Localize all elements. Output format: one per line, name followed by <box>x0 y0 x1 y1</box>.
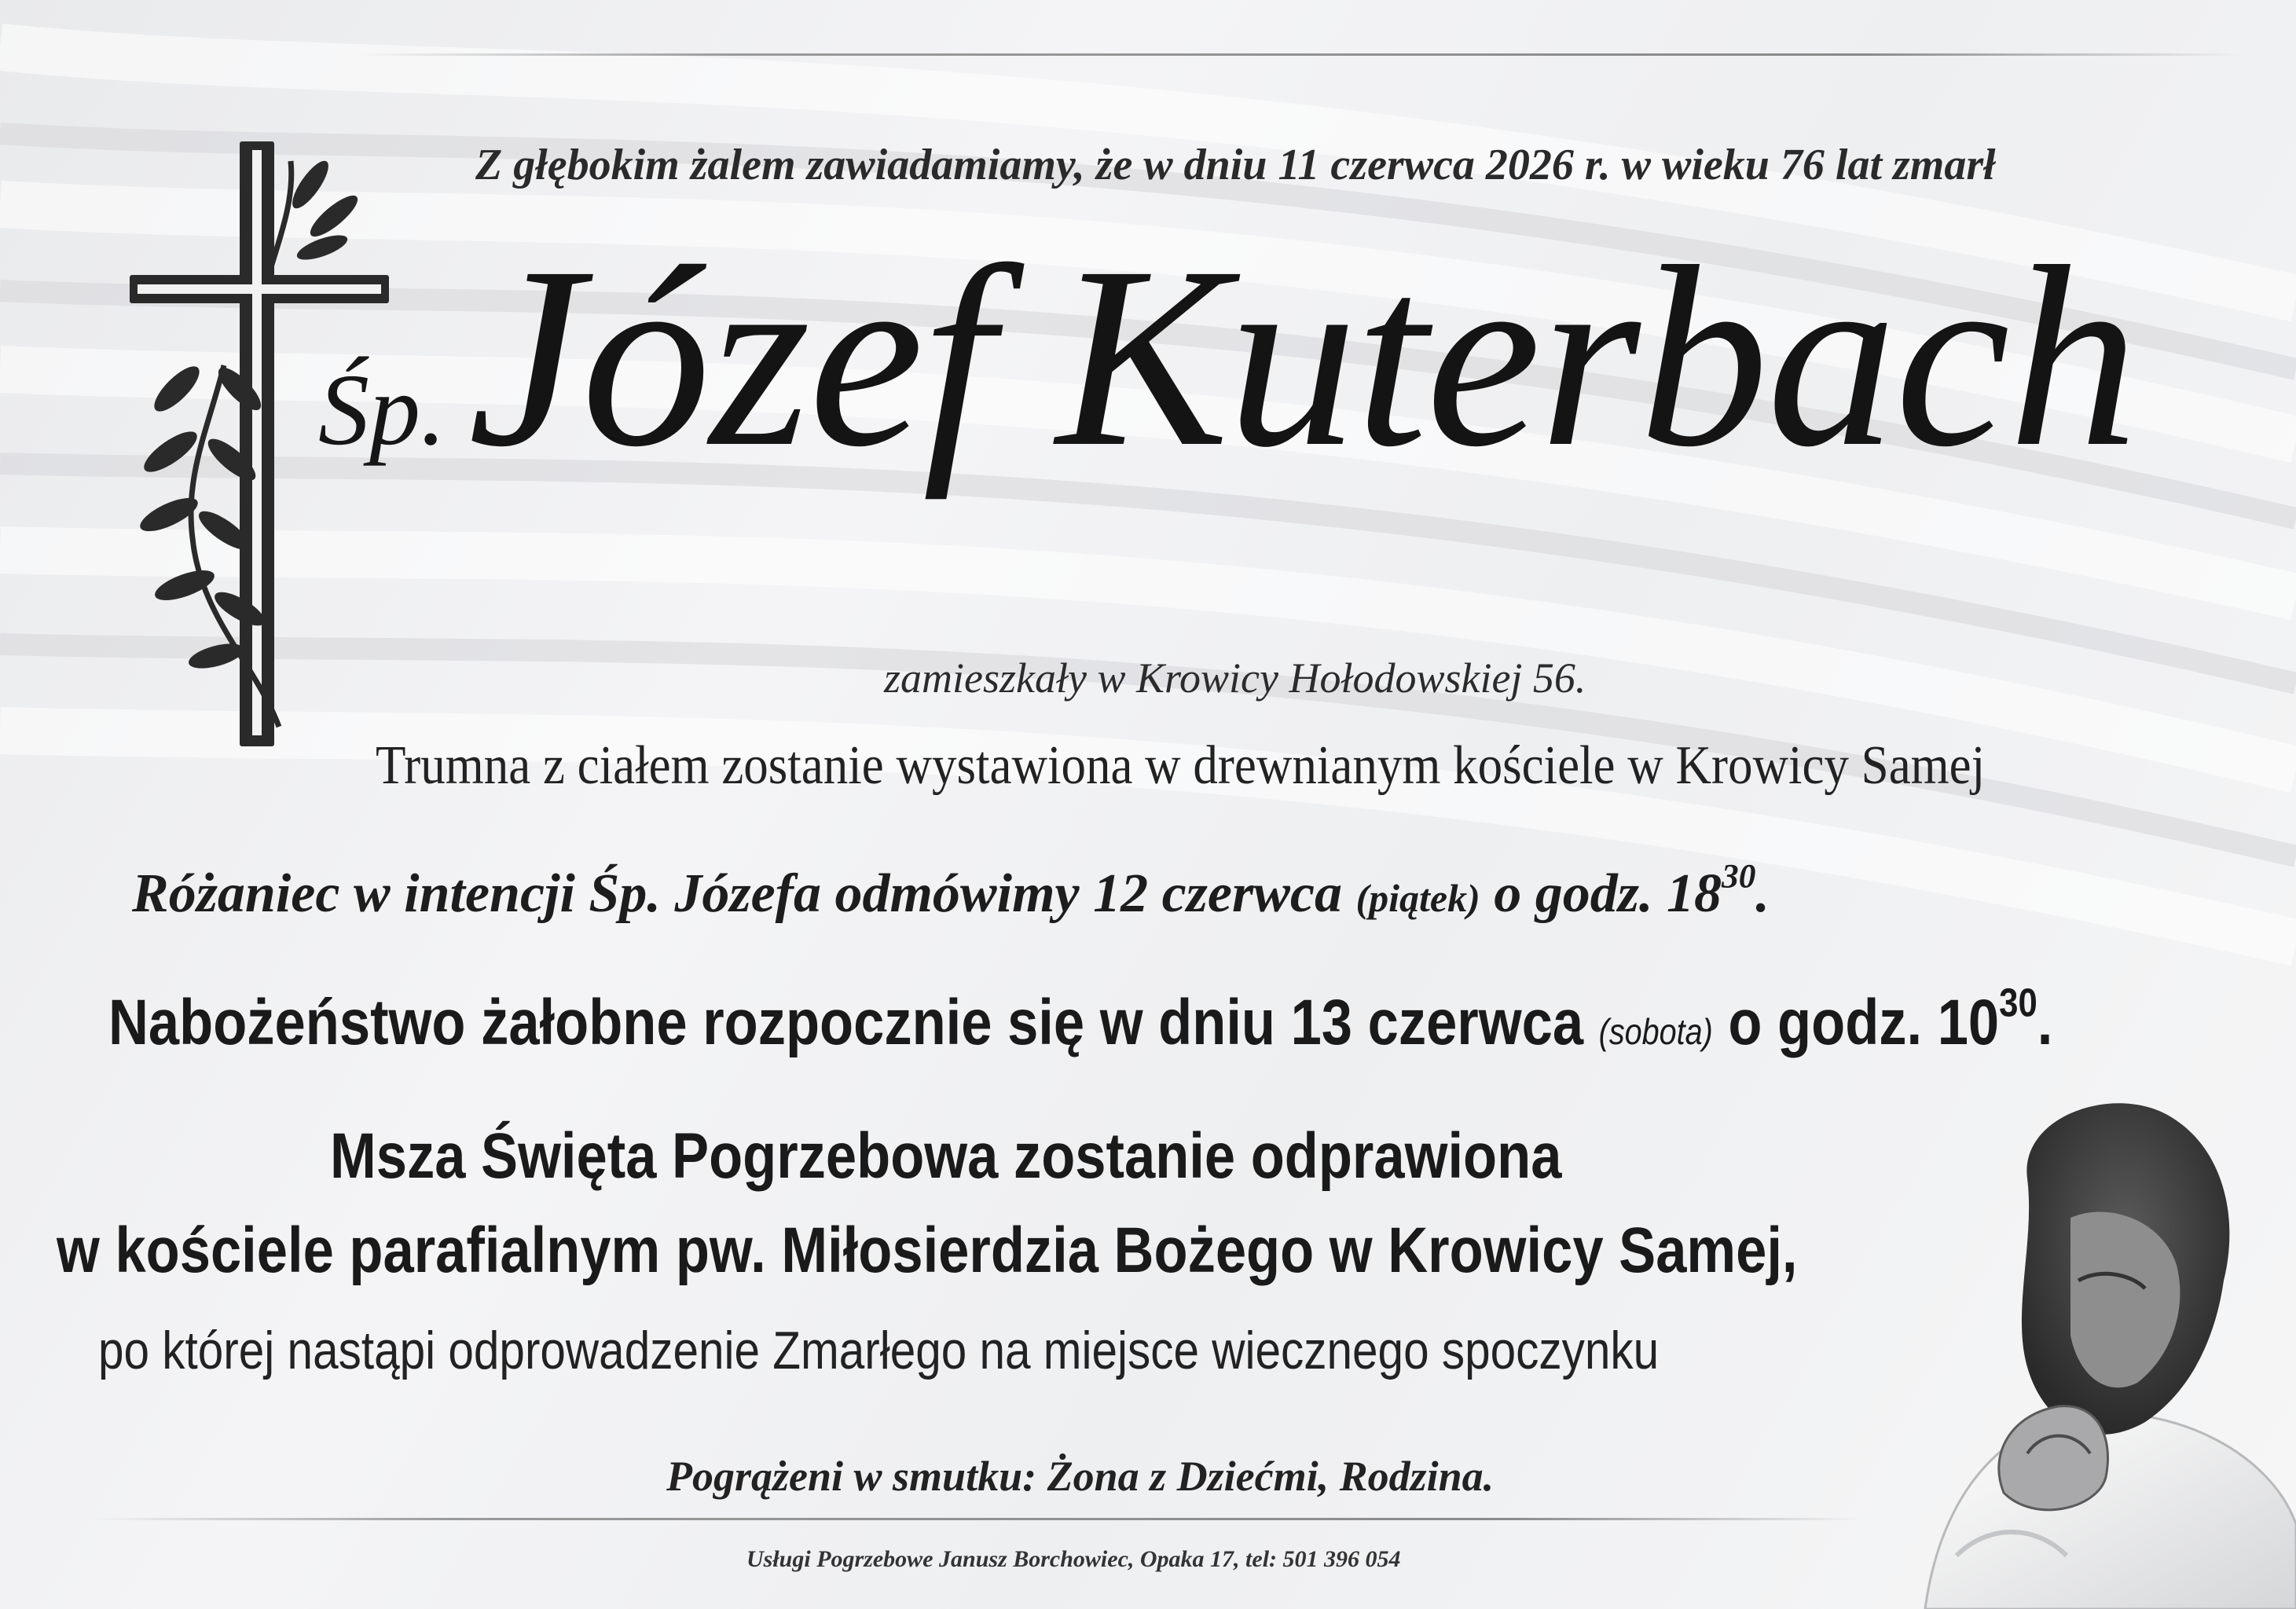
deceased-name: Józef Kuterbach <box>468 214 2137 500</box>
mass-line-1: Msza Święta Pogrzebowa zostanie odprawiona <box>330 1120 1562 1192</box>
mourners-line: Pogrążeni w smutku: Żona z Dziećmi, Rodzina. <box>666 1453 1495 1500</box>
service-time-text: o godz. 10 <box>1712 987 2000 1058</box>
rosary-day: (piątek) <box>1355 876 1480 920</box>
announcement-intro: Z głębokim żalem zawiadamiamy, że w dniu 11 czerwca 2026 r. w wieku 76 lat zmarł <box>475 141 1996 189</box>
rosary-end: . <box>1755 863 1770 924</box>
service-main-text: Nabożeństwo żałobne rozpocznie się w dniu 13 czerwca <box>108 987 1599 1058</box>
residence-line: zamieszkały w Krowicy Hołodowskiej 56. <box>884 654 1586 702</box>
praying-christ-illustration <box>1909 1084 2296 1609</box>
deceased-name-row <box>318 214 2137 500</box>
rosary-time-minutes: 30 <box>1722 857 1756 896</box>
mass-line-2: w kościele parafialnym pw. Miłosierdzia Bożego w Krowicy Samej, <box>57 1215 1798 1286</box>
funeral-home-footer: Usługi Pogrzebowe Janusz Borchowiec, Opaka 17, tel: 501 396 054 <box>746 1546 1401 1572</box>
rosary-line <box>132 857 1770 925</box>
service-end: . <box>2037 987 2053 1058</box>
service-time-minutes: 30 <box>1999 980 2037 1025</box>
funeral-service-line <box>108 980 2053 1060</box>
honorific-prefix: Śp. <box>318 354 446 467</box>
mass-line-3: po której nastąpi odprowadzenie Zmarłego na miejsce wiecznego spoczynku <box>98 1321 1660 1380</box>
service-day: (sobota) <box>1598 1011 1713 1052</box>
coffin-display-line: Trumna z ciałem zostanie wystawiona w drewnianym kościele w Krowicy Samej <box>376 735 1986 796</box>
rosary-time-text: o godz. 18 <box>1480 863 1722 924</box>
top-divider <box>358 53 2243 56</box>
rosary-main-text: Różaniec w intencji Śp. Józefa odmówimy 12 czerwca <box>132 863 1356 924</box>
bottom-divider <box>94 1518 1862 1520</box>
